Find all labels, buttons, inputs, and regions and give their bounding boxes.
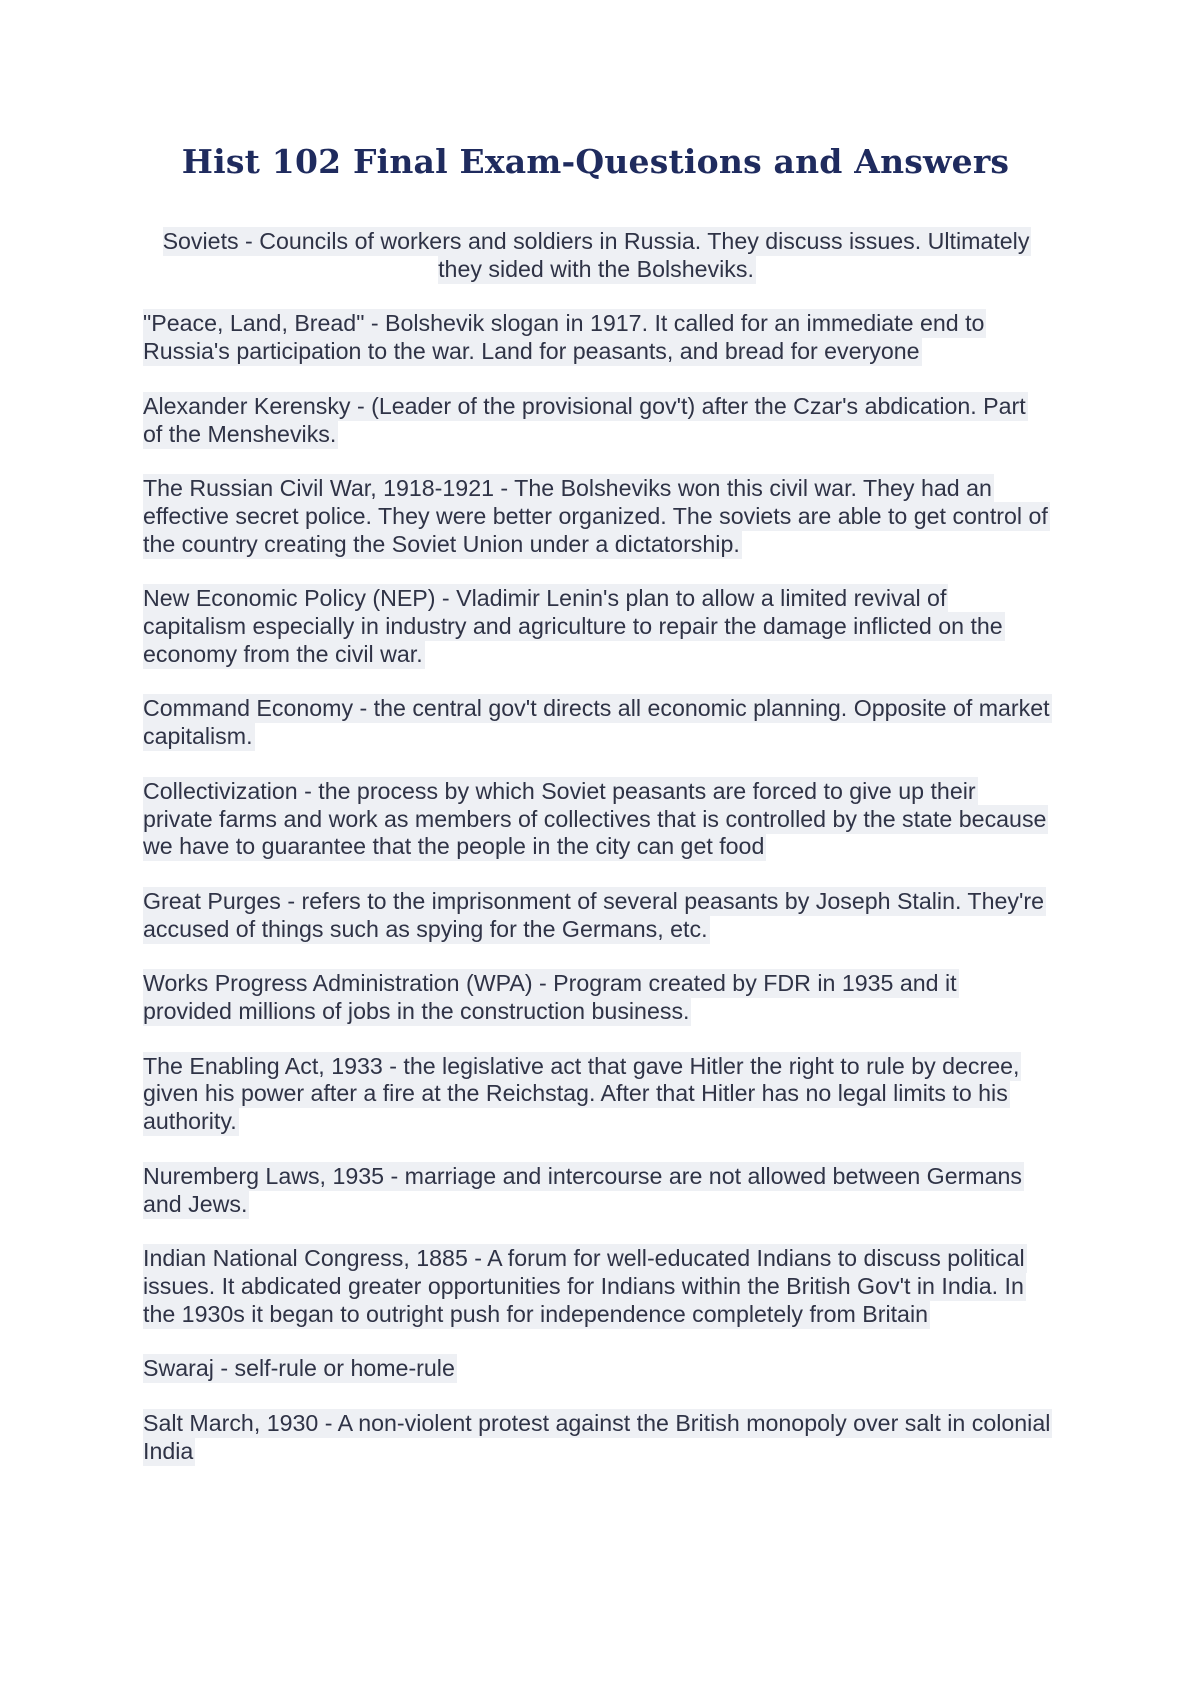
qa-entry-indian-national-congress bbox=[143, 1245, 1051, 1328]
qa-entry-text: "Peace, Land, Bread" - Bolshevik slogan in 1917. It called for an immediate end to Russia's participation to the war. Land for peasants, and bread for everyone bbox=[143, 310, 985, 365]
qa-entry-text: Indian National Congress, 1885 - A forum for well-educated Indians to discuss political issues. It abdicated greater opportunities for Indians within the British Gov't in India. In the 1930s it began to outright push for independence completely from Britain bbox=[143, 1245, 1025, 1327]
qa-entry-text: Nuremberg Laws, 1935 - marriage and intercourse are not allowed between Germans and Jews. bbox=[143, 1162, 1023, 1217]
qa-entry-kerensky bbox=[143, 393, 1051, 448]
qa-entry-text: Command Economy - the central gov't directs all economic planning. Opposite of market capitalism. bbox=[143, 695, 1050, 750]
qa-entry-text: Collectivization - the process by which Soviet peasants are forced to give up their private farms and work as members of collectives that is controlled by the state because we have to guarantee that the people in the city can get food bbox=[143, 777, 1047, 860]
qa-entry-list bbox=[143, 228, 1051, 1493]
document-title: Hist 102 Final Exam-Questions and Answers bbox=[181, 142, 1010, 181]
qa-entry-peace-land-bread bbox=[143, 310, 1051, 365]
qa-entry-text: Soviets - Councils of workers and soldiers in Russia. They discuss issues. Ultimately they sided with the Bolsheviks. bbox=[162, 228, 1030, 282]
qa-entry-text: Salt March, 1930 - A non-violent protest against the British monopoly over salt in colonial India bbox=[143, 1410, 1051, 1464]
qa-entry-command-economy bbox=[143, 695, 1051, 750]
qa-entry-enabling-act bbox=[143, 1053, 1051, 1136]
qa-entry-text: The Enabling Act, 1933 - the legislative act that gave Hitler the right to rule by decree, given his power after a fire at the Reichstag. After that Hitler has no legal limits to his authority. bbox=[143, 1052, 1020, 1135]
qa-entry-soviets bbox=[143, 228, 1051, 283]
qa-entry-text: Swaraj - self-rule or home-rule bbox=[143, 1355, 455, 1382]
qa-entry-text: Works Progress Administration (WPA) - Program created by FDR in 1935 and it provided millions of jobs in the construction business. bbox=[143, 970, 957, 1025]
qa-entry-text: New Economic Policy (NEP) - Vladimir Lenin's plan to allow a limited revival of capitalism especially in industry and agriculture to repair the damage inflicted on the economy from the civil war. bbox=[143, 585, 1003, 667]
qa-entry-nep bbox=[143, 585, 1051, 668]
qa-entry-text: Alexander Kerensky - (Leader of the provisional gov't) after the Czar's abdication. Part of the Mensheviks. bbox=[143, 392, 1026, 447]
qa-entry-salt-march bbox=[143, 1410, 1051, 1465]
qa-entry-wpa bbox=[143, 970, 1051, 1025]
qa-entry-russian-civil-war bbox=[143, 475, 1051, 558]
qa-entry-great-purges bbox=[143, 888, 1051, 943]
qa-entry-text: The Russian Civil War, 1918-1921 - The Bolsheviks won this civil war. They had an effective secret police. They were better organized. The soviets are able to get control of the country creating the Soviet Union under a dictatorship. bbox=[143, 475, 1048, 557]
qa-entry-collectivization bbox=[143, 778, 1051, 861]
qa-entry-swaraj bbox=[143, 1355, 1051, 1383]
qa-entry-text: Great Purges - refers to the imprisonment of several peasants by Joseph Stalin. They're accused of things such as spying for the Germans, etc. bbox=[143, 887, 1045, 942]
qa-entry-nuremberg-laws bbox=[143, 1163, 1051, 1218]
